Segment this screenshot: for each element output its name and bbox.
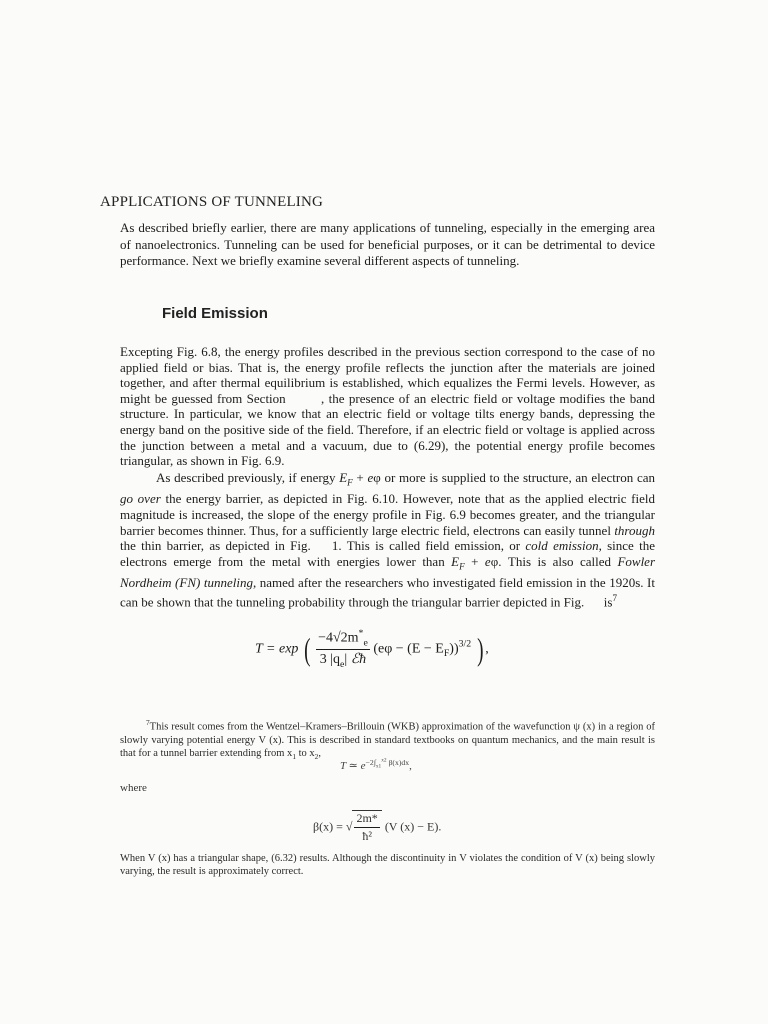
footnote-wkb: $^7$This result comes from the Wentzel–Kramers–Brillouin (WKB) approximation of the wavefunction ψ (x) in a region of slowly varying potential energy V (x). This is described in standard textbooks on quantum mechanics, and the main result is that for a tunnel barrier extending from $x_1$ to $x_2$, xyxy=(120,718,655,761)
paragraph-field-emission-2: As described previously, if energy $E_F + e\varphi$ or more is supplied to the structure, an electron can go over the energy barrier, as depicted in Fig. 6.10. However, note that as the applied electric field magnitude is increased, the slope of the energy profile in Fig. 6.9 becomes greater, and the triangular barrier becomes thinner. Thus, for a sufficiently large electric field, electrons can easily tunnel through the thin barrier, as depicted in Fig. 1. This is called field emission, or cold emission, since the electrons emerge from the metal with energies lower than $E_F + e\varphi$. This is also called Fowler Nordheim (FN) tunneling, named after the researchers who investigated field emission in the 1920s. It can be shown that the tunneling probability through the triangular barrier depicted in Fig. $is^7$ xyxy=(120,470,656,610)
where-label: where xyxy=(120,782,147,794)
paragraph-field-emission-1: Excepting Fig. 6.8, the energy profiles described in the previous section correspond to the case of no applied field or bias. That is, the energy profile reflects the junction after the materials are joined together, and after thermal equilibrium is established, which equalizes the Fermi levels. However, as might be guessed from Section , the presence of an electric field or voltage modifies the band structure. In particular, we know that an electric field or voltage tilts energy bands, depressing the energy band on the positive side of the field. Therefore, if an electric field or voltage is applied across the junction between a metal and a vacuum, due to (6.29), the potential energy profile becomes triangular, as shown in Fig. 6.9. xyxy=(120,344,655,469)
beta-equation: β(x) = √ $\frac{2m*}{\text{ħ²}}$ (V (x) − E). xyxy=(313,811,442,843)
subsection-heading: Field Emission xyxy=(162,305,268,322)
tunneling-probability-equation: T = exp ( $\frac{-4√2m^*_e}{3 |q_e| ℰħ}$ $(e\varphi - (E - E_F))^{3/2}$ ) , xyxy=(255,628,489,671)
footnote-conclusion: When V (x) has a triangular shape, (6.32) results. Although the discontinuity in V violates the condition of V (x) being slowly varying, the result is approximately correct. xyxy=(120,853,655,878)
wkb-transmission-equation: T ≃ $e^{-2\int_{x1}^{x2} \beta(x)dx}$, xyxy=(340,757,412,773)
section-heading: APPLICATIONS OF TUNNELING xyxy=(100,194,324,210)
intro-paragraph: As described briefly earlier, there are many applications of tunneling, especially in the emerging area of nanoelectronics. Tunneling can be used for beneficial purposes, or it can be detrimental to device performance. Next we briefly examine several different aspects of tunneling. xyxy=(120,220,655,268)
